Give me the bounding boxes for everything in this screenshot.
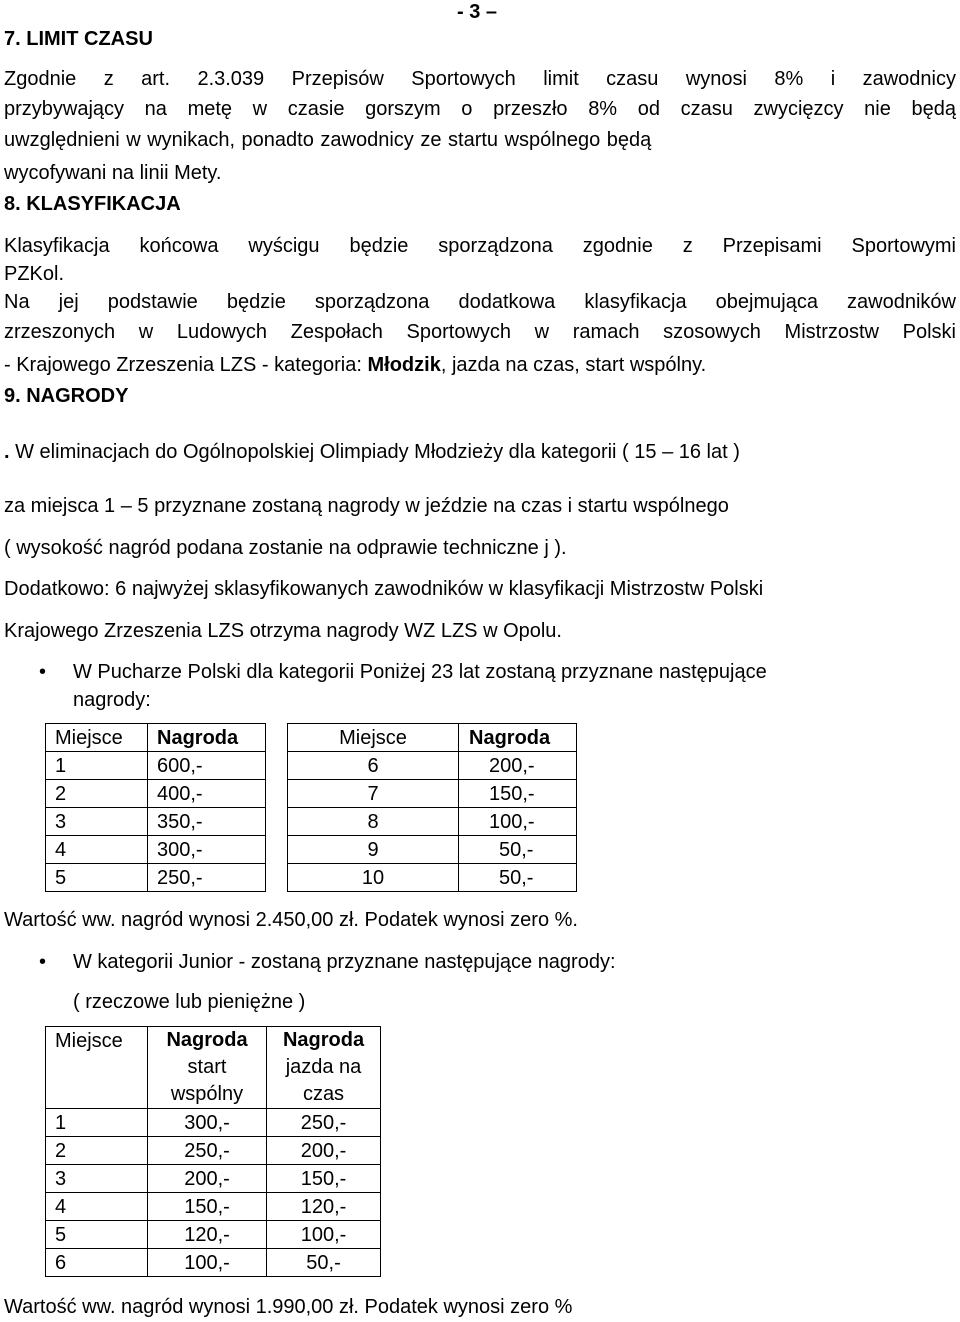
header-miejsce: Miejsce bbox=[288, 724, 459, 752]
prize-cell: 350,- bbox=[148, 808, 266, 836]
u23-line-1: W Pucharze Polski dla kategorii Poniżej 23 lat zostaną przyznane następujące bbox=[73, 661, 767, 683]
junior-line-2: ( rzeczowe lub pieniężne ) bbox=[73, 991, 306, 1013]
table-row bbox=[46, 1249, 381, 1277]
section-8-line-1: Klasyfikacja końcowa wyścigu będzie sporządzona zgodnie z Przepisami Sportowymi bbox=[4, 235, 956, 257]
bullet-junior: • bbox=[39, 951, 47, 973]
table-row bbox=[288, 836, 577, 864]
line-5-prefix: - Krajowego Zrzeszenia LZS - kategoria: bbox=[4, 354, 368, 376]
prize-start-cell: 250,- bbox=[148, 1137, 267, 1165]
place-cell: 3 bbox=[46, 808, 148, 836]
table-row bbox=[46, 1193, 381, 1221]
place-cell: 1 bbox=[46, 752, 148, 780]
place-cell: 10 bbox=[288, 864, 459, 892]
prize-tt-cell: 250,- bbox=[267, 1109, 381, 1137]
section-8-heading: 8. KLASYFIKACJA bbox=[4, 193, 181, 215]
table-row bbox=[46, 780, 266, 808]
u23-line-2: nagrody: bbox=[73, 689, 151, 711]
place-cell: 1 bbox=[46, 1109, 148, 1137]
nagrody-paragraph-1 bbox=[4, 440, 740, 464]
nagrody-paragraph-3: ( wysokość nagród podana zostanie na odprawie techniczne j ). bbox=[4, 537, 567, 559]
prize-cell: 600,- bbox=[148, 752, 266, 780]
table-row bbox=[46, 1137, 381, 1165]
header-miejsce: Miejsce bbox=[46, 724, 148, 752]
header-nagroda: Nagroda bbox=[459, 724, 577, 752]
bullet-u23: • bbox=[39, 661, 47, 683]
prize-tt-cell: 120,- bbox=[267, 1193, 381, 1221]
u23-prize-table-right bbox=[287, 723, 577, 892]
prize-tt-cell: 50,- bbox=[267, 1249, 381, 1277]
table-row bbox=[288, 752, 577, 780]
section-7-line-3: uwzględnieni w wynikach, ponadto zawodnicy ze startu wspólnego będą bbox=[4, 129, 652, 151]
prize-cell: 50,- bbox=[459, 864, 577, 892]
place-cell: 2 bbox=[46, 780, 148, 808]
table-header-row bbox=[288, 724, 577, 752]
prize-start-cell: 300,- bbox=[148, 1109, 267, 1137]
u23-prize-table-left bbox=[45, 723, 266, 892]
header-start-label: start bbox=[187, 1056, 227, 1078]
table-row bbox=[46, 836, 266, 864]
prize-start-cell: 150,- bbox=[148, 1193, 267, 1221]
nagrody-paragraph-5: Krajowego Zrzeszenia LZS otrzyma nagrody WZ LZS w Opolu. bbox=[4, 620, 562, 642]
place-cell: 5 bbox=[46, 864, 148, 892]
place-cell: 6 bbox=[288, 752, 459, 780]
line-5-suffix: , jazda na czas, start wspólny. bbox=[440, 354, 707, 376]
prize-cell: 50,- bbox=[459, 836, 577, 864]
table-row bbox=[288, 864, 577, 892]
header-nagroda-label: Nagroda bbox=[282, 1029, 365, 1051]
nagrody-paragraph-2: za miejsca 1 – 5 przyznane zostaną nagrody w jeździe na czas i startu wspólnego bbox=[4, 495, 729, 517]
prize-tt-cell: 150,- bbox=[267, 1165, 381, 1193]
place-cell: 7 bbox=[288, 780, 459, 808]
table-row bbox=[46, 864, 266, 892]
place-cell: 9 bbox=[288, 836, 459, 864]
table-header-row bbox=[46, 724, 266, 752]
prize-cell: 200,- bbox=[459, 752, 577, 780]
section-8-line-2: PZKol. bbox=[4, 263, 65, 285]
junior-total: Wartość ww. nagród wynosi 1.990,00 zł. Podatek wynosi zero % bbox=[4, 1296, 573, 1318]
table-header-row bbox=[46, 1027, 381, 1109]
prize-cell: 300,- bbox=[148, 836, 266, 864]
section-7-line-2: przybywający na metę w czasie gorszym o przeszło 8% od czasu zwycięzcy nie będą bbox=[4, 98, 956, 120]
prize-cell: 150,- bbox=[459, 780, 577, 808]
table-row bbox=[46, 1165, 381, 1193]
u23-total: Wartość ww. nagród wynosi 2.450,00 zł. Podatek wynosi zero %. bbox=[4, 909, 578, 931]
prize-cell: 100,- bbox=[459, 808, 577, 836]
prize-cell: 400,- bbox=[148, 780, 266, 808]
prize-tt-cell: 100,- bbox=[267, 1221, 381, 1249]
leading-dot: . bbox=[4, 441, 10, 463]
prize-cell: 250,- bbox=[148, 864, 266, 892]
place-cell: 6 bbox=[46, 1249, 148, 1277]
category-mlodzik: Młodzik bbox=[367, 354, 441, 376]
table-row bbox=[46, 808, 266, 836]
place-cell: 2 bbox=[46, 1137, 148, 1165]
section-8-line-3: Na jej podstawie będzie sporządzona dodatkowa klasyfikacja obejmująca zawodników bbox=[4, 291, 956, 313]
prize-tt-cell: 200,- bbox=[267, 1137, 381, 1165]
header-nagroda-start bbox=[148, 1027, 267, 1109]
header-nagroda-label: Nagroda bbox=[166, 1029, 248, 1051]
place-cell: 4 bbox=[46, 836, 148, 864]
nagrody-paragraph-4: Dodatkowo: 6 najwyżej sklasyfikowanych zawodników w klasyfikacji Mistrzostw Polski bbox=[4, 578, 764, 600]
place-cell: 4 bbox=[46, 1193, 148, 1221]
table-row bbox=[288, 808, 577, 836]
prize-start-cell: 200,- bbox=[148, 1165, 267, 1193]
header-nagroda: Nagroda bbox=[148, 724, 266, 752]
header-czas-label: czas bbox=[302, 1083, 345, 1105]
place-cell: 3 bbox=[46, 1165, 148, 1193]
section-7-heading: 7. LIMIT CZASU bbox=[4, 28, 153, 50]
section-7-line-4: wycofywani na linii Mety. bbox=[4, 162, 222, 184]
place-cell: 8 bbox=[288, 808, 459, 836]
prize-start-cell: 100,- bbox=[148, 1249, 267, 1277]
table-row bbox=[46, 1221, 381, 1249]
section-7-line-1: Zgodnie z art. 2.3.039 Przepisów Sportowych limit czasu wynosi 8% i zawodnicy bbox=[4, 68, 956, 90]
section-9-heading: 9. NAGRODY bbox=[4, 385, 129, 407]
header-wspolny-label: wspólny bbox=[170, 1083, 244, 1105]
section-8-line-5 bbox=[4, 353, 706, 377]
prize-start-cell: 120,- bbox=[148, 1221, 267, 1249]
table-row bbox=[288, 780, 577, 808]
header-jazda-label: jazda na bbox=[285, 1056, 362, 1078]
paragraph-1-text: W eliminacjach do Ogólnopolskiej Olimpiady Młodzieży dla kategorii ( 15 – 16 lat ) bbox=[9, 441, 740, 463]
table-row bbox=[46, 1109, 381, 1137]
header-miejsce: Miejsce bbox=[46, 1027, 148, 1109]
header-nagroda-czas bbox=[267, 1027, 381, 1109]
page-number: - 3 – bbox=[457, 1, 498, 23]
junior-prize-table bbox=[45, 1026, 381, 1277]
section-8-line-4: zrzeszonych w Ludowych Zespołach Sportowych w ramach szosowych Mistrzostw Polski bbox=[4, 321, 956, 343]
table-row bbox=[46, 752, 266, 780]
place-cell: 5 bbox=[46, 1221, 148, 1249]
junior-line-1: W kategorii Junior - zostaną przyznane następujące nagrody: bbox=[73, 951, 616, 973]
